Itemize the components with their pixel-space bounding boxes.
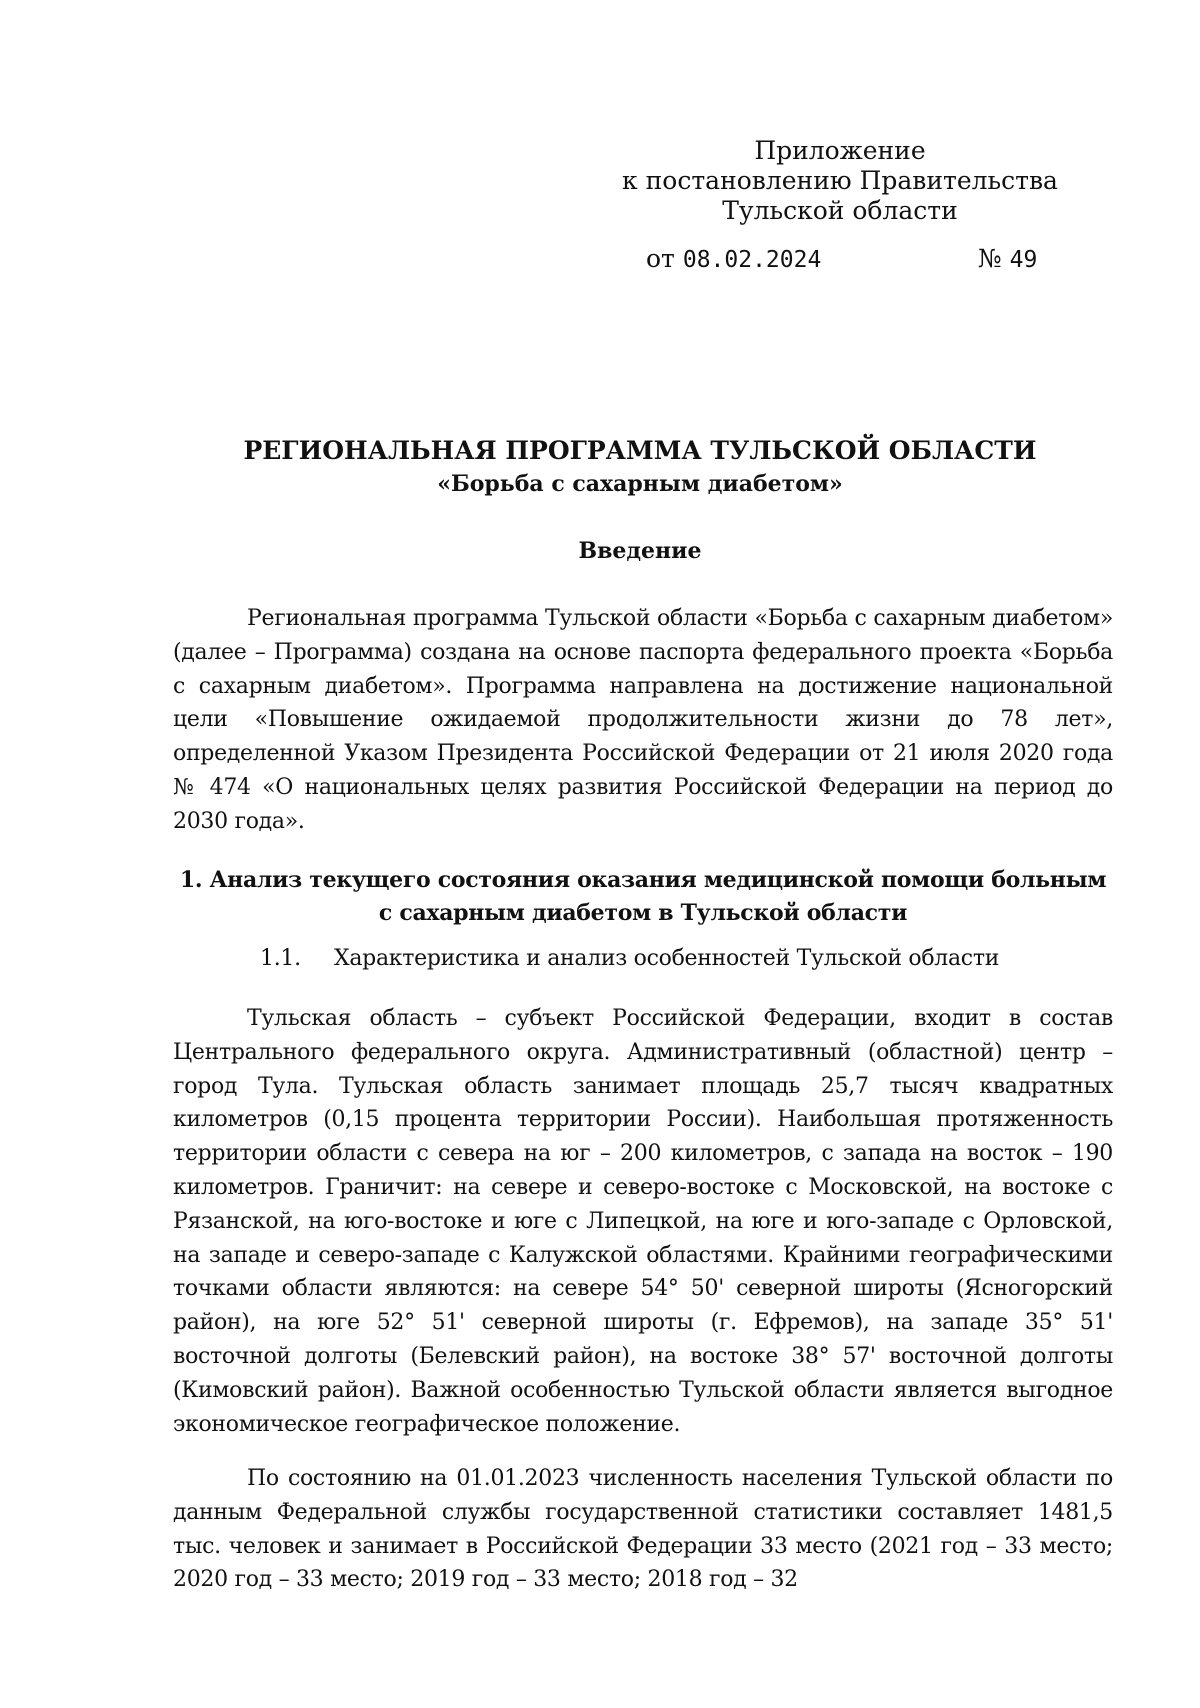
decree-number-prefix: № [978,244,1002,273]
title-main: РЕГИОНАЛЬНАЯ ПРОГРАММА ТУЛЬСКОЙ ОБЛАСТИ [243,436,1037,465]
appendix-line-2: к постановлению Правительства [622,166,1058,195]
subsection-number: 1.1. [260,946,301,971]
decree-date [646,244,821,275]
appendix-line-3: Тульской области [722,196,958,225]
decree-date-value: 08.02.2024 [682,247,822,273]
decree-number [978,244,1037,275]
section-1-paragraph-2: По состоянию на 01.01.2023 численность населения Тульской области по данным Федеральной службы государственной статистики составляет 1481,5 тыс. человек и занимает в Российской Федерации 33 место (2021 год – 33 место; 2020 год – 33 место; 2019 год – 33 место; 2018 год – 32 [173,1466,1113,1593]
title-sub: «Борьба с сахарным диабетом» [437,471,843,497]
appendix-header [620,136,1060,226]
section-1-paragraph-1: Тульская область – субъект Российской Федерации, входит в состав Центрального федерального округа. Административный (областной) центр – город Тула. Тульская область занимает площадь 25,7 тысяч квадратных километров (0,15 процента территории России). Наибольшая протяженность территории области с севера на юг – 200 километров, с запада на восток – 190 километров. Граничит: на севере и северо-востоке с Московской, на востоке с Рязанской, на юго-востоке и юге с Липецкой, на юге и юго-западе с Орловской, на западе и северо-западе с Калужской областями. Крайними географическими точками области являются: на севере 54° 50' северной широты (Ясногорский район), на юге 52° 51' северной широты (г. Ефремов), на западе 35° 51' восточной долготы (Белевский район), на востоке 38° 57' восточной долготы (Кимовский район). Важной особенностью Тульской области является выгодное экономическое географическое положение. [173,1006,1113,1437]
appendix-line-1: Приложение [754,136,926,165]
section-1-heading: 1. Анализ текущего состояния оказания медицинской помощи больным с сахарным диабетом в Тульской области [179,867,1107,926]
subsection-title: Характеристика и анализ особенностей Тульской области [334,946,1000,971]
document-title [170,434,1110,500]
intro-heading: Введение [578,538,702,564]
subsection-1-1 [260,944,999,974]
intro-paragraph: Региональная программа Тульской области «Борьба с сахарным диабетом» (далее – Программа) создана на основе паспорта федерального проекта «Борьба с сахарным диабетом». Программа направлена на достижение национальной цели «Повышение ожидаемой продолжительности жизни до 78 лет», определенной Указом Президента Российской Федерации от 21 июля 2020 года № 474 «О национальных целях развития Российской Федерации на период до 2030 года». [173,606,1113,834]
decree-date-prefix: от [646,244,675,273]
decree-number-value: 49 [1009,247,1038,273]
